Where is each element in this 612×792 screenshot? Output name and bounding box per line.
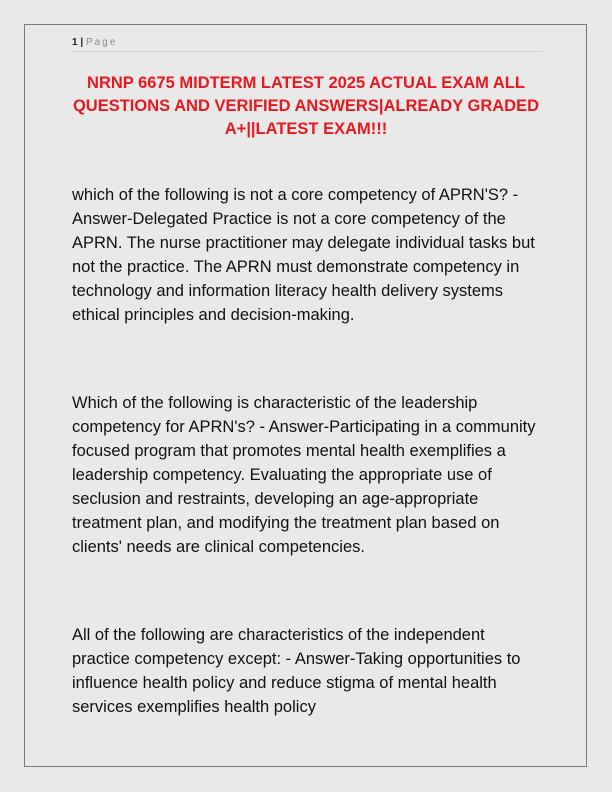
page-separator: | [80, 37, 84, 48]
document-title: NRNP 6675 MIDTERM LATEST 2025 ACTUAL EXAM ALL QUESTIONS AND VERIFIED ANSWERS|ALREADY GRADED A+||LATEST EXAM!!! [72, 74, 540, 138]
question-paragraph-2: Which of the following is characteristic of the leadership competency for APRN's? - Answer-Participating in a community focused program that promotes mental health exemplifies a leadership competency. Evaluating the appropriate use of seclusion and restraints, developing an age-appropriate treatment plan, and modifying the treatment plan based on clients' needs are clinical competencies. [72, 394, 536, 556]
page-header [72, 36, 542, 52]
page-number: 1 [72, 37, 78, 48]
question-paragraph-3: All of the following are characteristics of the independent practice competency except: - Answer-Taking opportunities to influence health policy and reduce stigma of mental health services exemplifies health policy [72, 626, 521, 716]
page-label: Page [85, 37, 118, 48]
question-paragraph-1: which of the following is not a core competency of APRN'S? - Answer-Delegated Practice is not a core competency of the APRN. The nurse practitioner may delegate individual tasks but not the practice. The APRN must demonstrate competency in technology and information literacy health delivery systems ethical principles and decision-making. [72, 186, 535, 324]
